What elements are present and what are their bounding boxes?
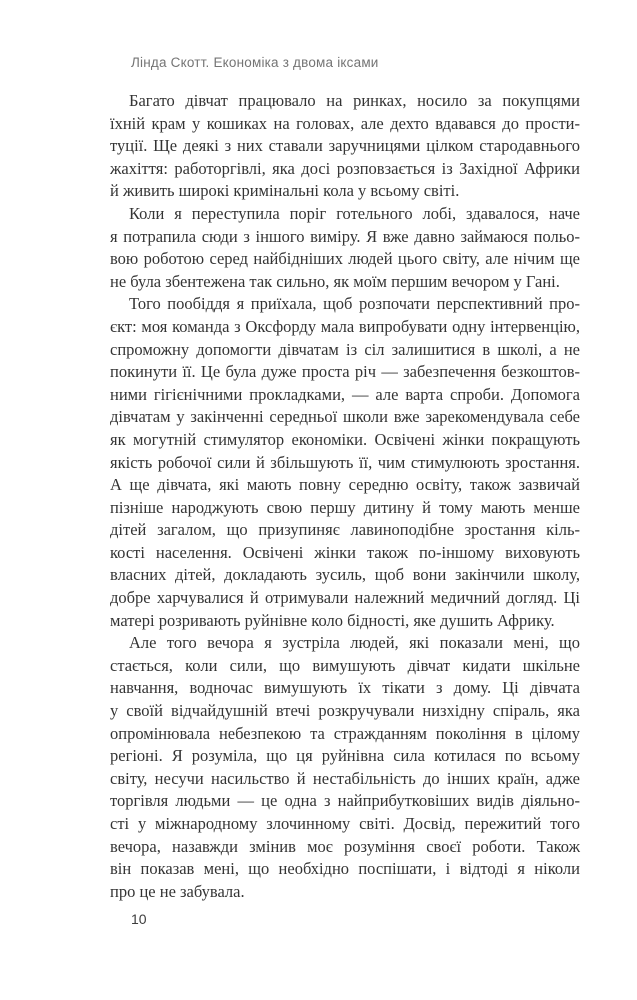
text-line: туції. Ще деякі з них ставали заручницями цілком стародавнього [110,136,580,156]
text-line: власних дітей, докладають зусиль, щоб вони закінчили школу, [110,565,580,585]
text-line: він показав мені, що необхідно поспішати, і відтоді я ніколи [110,859,580,879]
text-block [110,90,580,903]
text-line: регіоні. Я розуміла, що ця руйнівна сила котилася по всьому [110,746,580,766]
running-header: Лінда Скотт. Економіка з двома іксами [131,55,379,70]
text-line: навчання, водночас вимушують їх тікати з дому. Ці дівчата [110,678,580,698]
text-line: Але того вечора я зустріла людей, які показали мені, що [129,633,580,653]
text-line: не була збентежена так сильно, як моїм першим вечором у Гані. [110,271,560,291]
text-line: кості населення. Освічені жінки також по-іншому виховують [110,542,580,562]
text-line: дітей загалом, що призупиняє лавиноподібне зростання кіль- [110,520,580,540]
text-line: вою роботою серед найбідніших людей цього світу, але нічим ще [110,249,580,269]
text-line: стається, коли сили, що вимушують дівчат кидати шкільне [110,655,580,675]
text-line: єкт: моя команда з Оксфорду мала випробувати одну інтервенцію, [110,316,580,336]
text-line: опромінювала небезпекою та стражданням покоління в цілому [110,723,580,743]
text-line: якість робочої сили й збільшують її, чим стимулюють зростання. [110,452,580,472]
text-line: у своїй відчайдушній втечі розкручували низхідну спіраль, яка [110,701,580,721]
text-line: Багато дівчат працювало на ринках, носило за покупцями [129,91,580,110]
text-line: добре харчувалися й отримували належний медичний догляд. Ці [110,588,580,608]
text-line: світу, несучи насильство й нестабільність до інших країн, адже [110,768,580,788]
text-line: як могутній стимулятор економіки. Освічені жінки покращують [110,429,580,449]
paragraph [110,90,580,203]
text-line: вечора, назавжди змінив моє розуміння своєї роботи. Також [110,836,580,856]
text-line: й живить широкі кримінальні кола у всьому світі. [110,181,460,201]
paragraph [110,293,580,632]
text-line: пізніше народжують свою першу дитину й тому мають менше [110,497,580,517]
text-line: сті у міжнародному злочинному світі. Досвід, пережитий того [110,814,580,833]
text-line: я потрапила сюди з іншого виміру. Я вже давно займаюся польо- [110,226,580,246]
text-line: ними гігієнічними прокладками, — але варта спроби. Допомога [110,384,580,404]
text-line: А ще дівчата, які мають повну середню освіту, також зазвичай [110,475,580,495]
text-line: їхній крам у кошиках на головах, але дехто вдавався до прости- [110,113,580,133]
text-line: матері розривають руйнівне коло бідності, яке душить Африку. [110,610,555,630]
paragraph [110,203,580,293]
paragraph [110,632,580,903]
text-line: про це не забувала. [110,881,245,901]
text-line: Коли я переступила поріг готельного лобі, здавалося, наче [129,203,580,223]
text-line: дівчатам у закінченні середньої школи вже зарекомендувала себе [110,407,580,427]
text-line: покинути її. Це була дуже проста річ — забезпечення безкоштов- [110,362,580,382]
text-line: торгівля людьми — це одна з найприбутковіших видів діяльно- [110,791,580,811]
text-line: спроможну допомогти дівчатам із сіл залишитися в школі, а не [110,339,580,359]
page-number: 10 [131,911,147,927]
text-line: жахіття: работоргівлі, яка досі розповзається із Західної Африки [110,158,580,178]
text-line: Того пообіддя я приїхала, щоб розпочати перспективний про- [129,294,580,314]
